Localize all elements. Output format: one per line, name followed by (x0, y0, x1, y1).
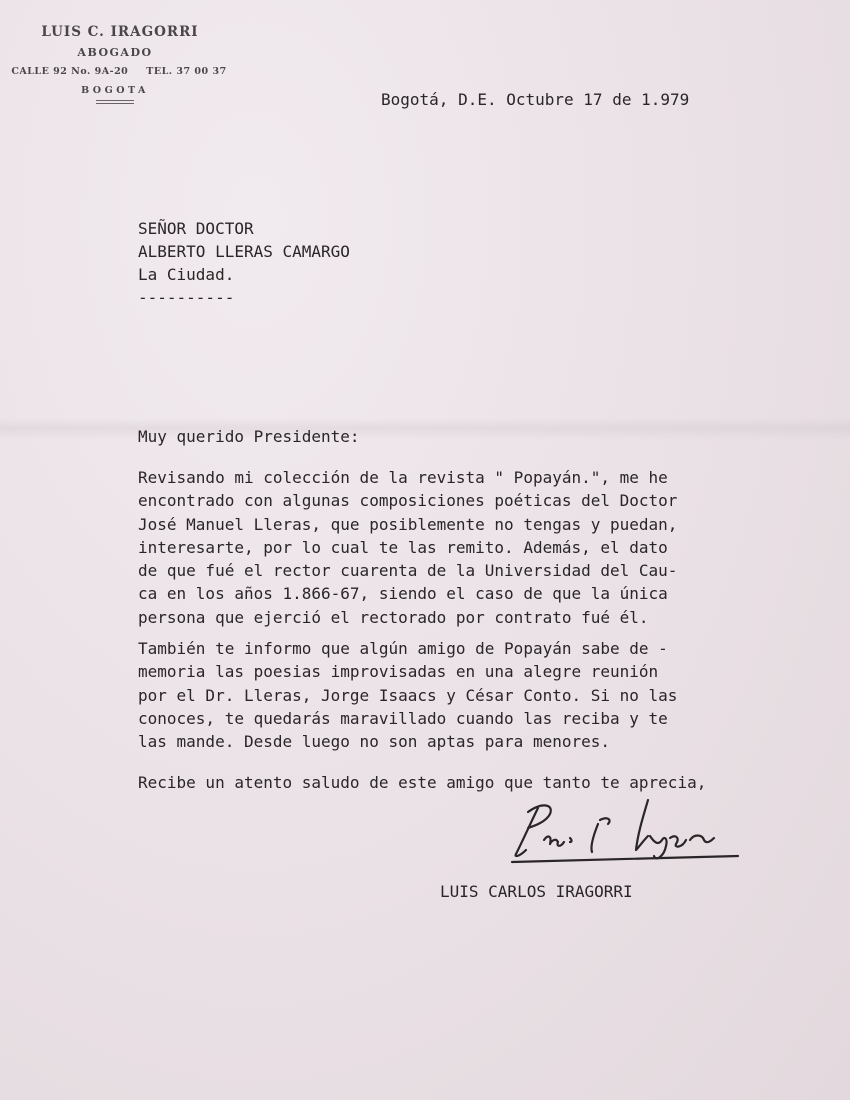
letterhead-city: BOGOTA (81, 85, 149, 96)
letterhead-address: CALLE 92 No. 9A-20 (11, 66, 129, 77)
letterhead-rule (96, 100, 134, 104)
letterhead-contact (8, 66, 230, 77)
body-line: las mande. Desde luego no son aptas para menores. (138, 732, 611, 752)
letterhead-phone: TEL. 37 00 37 (146, 66, 227, 77)
body-line: Revisando mi colección de la revista " Popayán.", me he (138, 468, 668, 487)
body-paragraph-1 (138, 466, 758, 629)
body-line: por el Dr. Lleras, Jorge Isaacs y César Conto. Si no las (138, 685, 678, 705)
body-line: También te informo que algún amigo de Popayán sabe de - (138, 639, 668, 658)
body-line: José Manuel Lleras, que posiblemente no tengas y puedan, (138, 514, 678, 534)
closing: Recibe un atento saludo de este amigo que tanto te aprecia, (138, 773, 707, 792)
handwritten-signature (498, 790, 748, 870)
body-line: de que fué el rector cuarenta de la Universidad del Cau- (138, 561, 678, 581)
letterhead-title: ABOGADO (77, 46, 153, 59)
letter-date: Bogotá, D.E. Octubre 17 de 1.979 (381, 90, 690, 109)
body-line: interesarte, por lo cual te las remito. Además, el dato (138, 537, 668, 557)
body-line: ca en los años 1.866-67, siendo el caso de que la única (138, 584, 668, 604)
salutation: Muy querido Presidente: (138, 427, 360, 446)
addressee-title: SEÑOR DOCTOR (138, 219, 254, 238)
letterhead-name: LUIS C. IRAGORRI (41, 24, 199, 40)
letterhead (0, 24, 230, 104)
signer-name: LUIS CARLOS IRAGORRI (440, 882, 633, 901)
body-paragraph-2 (138, 637, 758, 753)
addressee-city: La Ciudad. (138, 265, 235, 284)
addressee-rule: ---------- (138, 288, 235, 307)
body-line: encontrado con algunas composiciones poéticas del Doctor (138, 491, 678, 511)
addressee-name: ALBERTO LLERAS CAMARGO (138, 242, 350, 261)
body-line: memoria las poesias improvisadas en una alegre reunión (138, 662, 659, 682)
addressee-block (138, 217, 350, 309)
body-line: persona que ejerció el rectorado por contrato fué él. (138, 607, 649, 627)
body-line: conoces, te quedarás maravillado cuando las reciba y te (138, 708, 668, 728)
